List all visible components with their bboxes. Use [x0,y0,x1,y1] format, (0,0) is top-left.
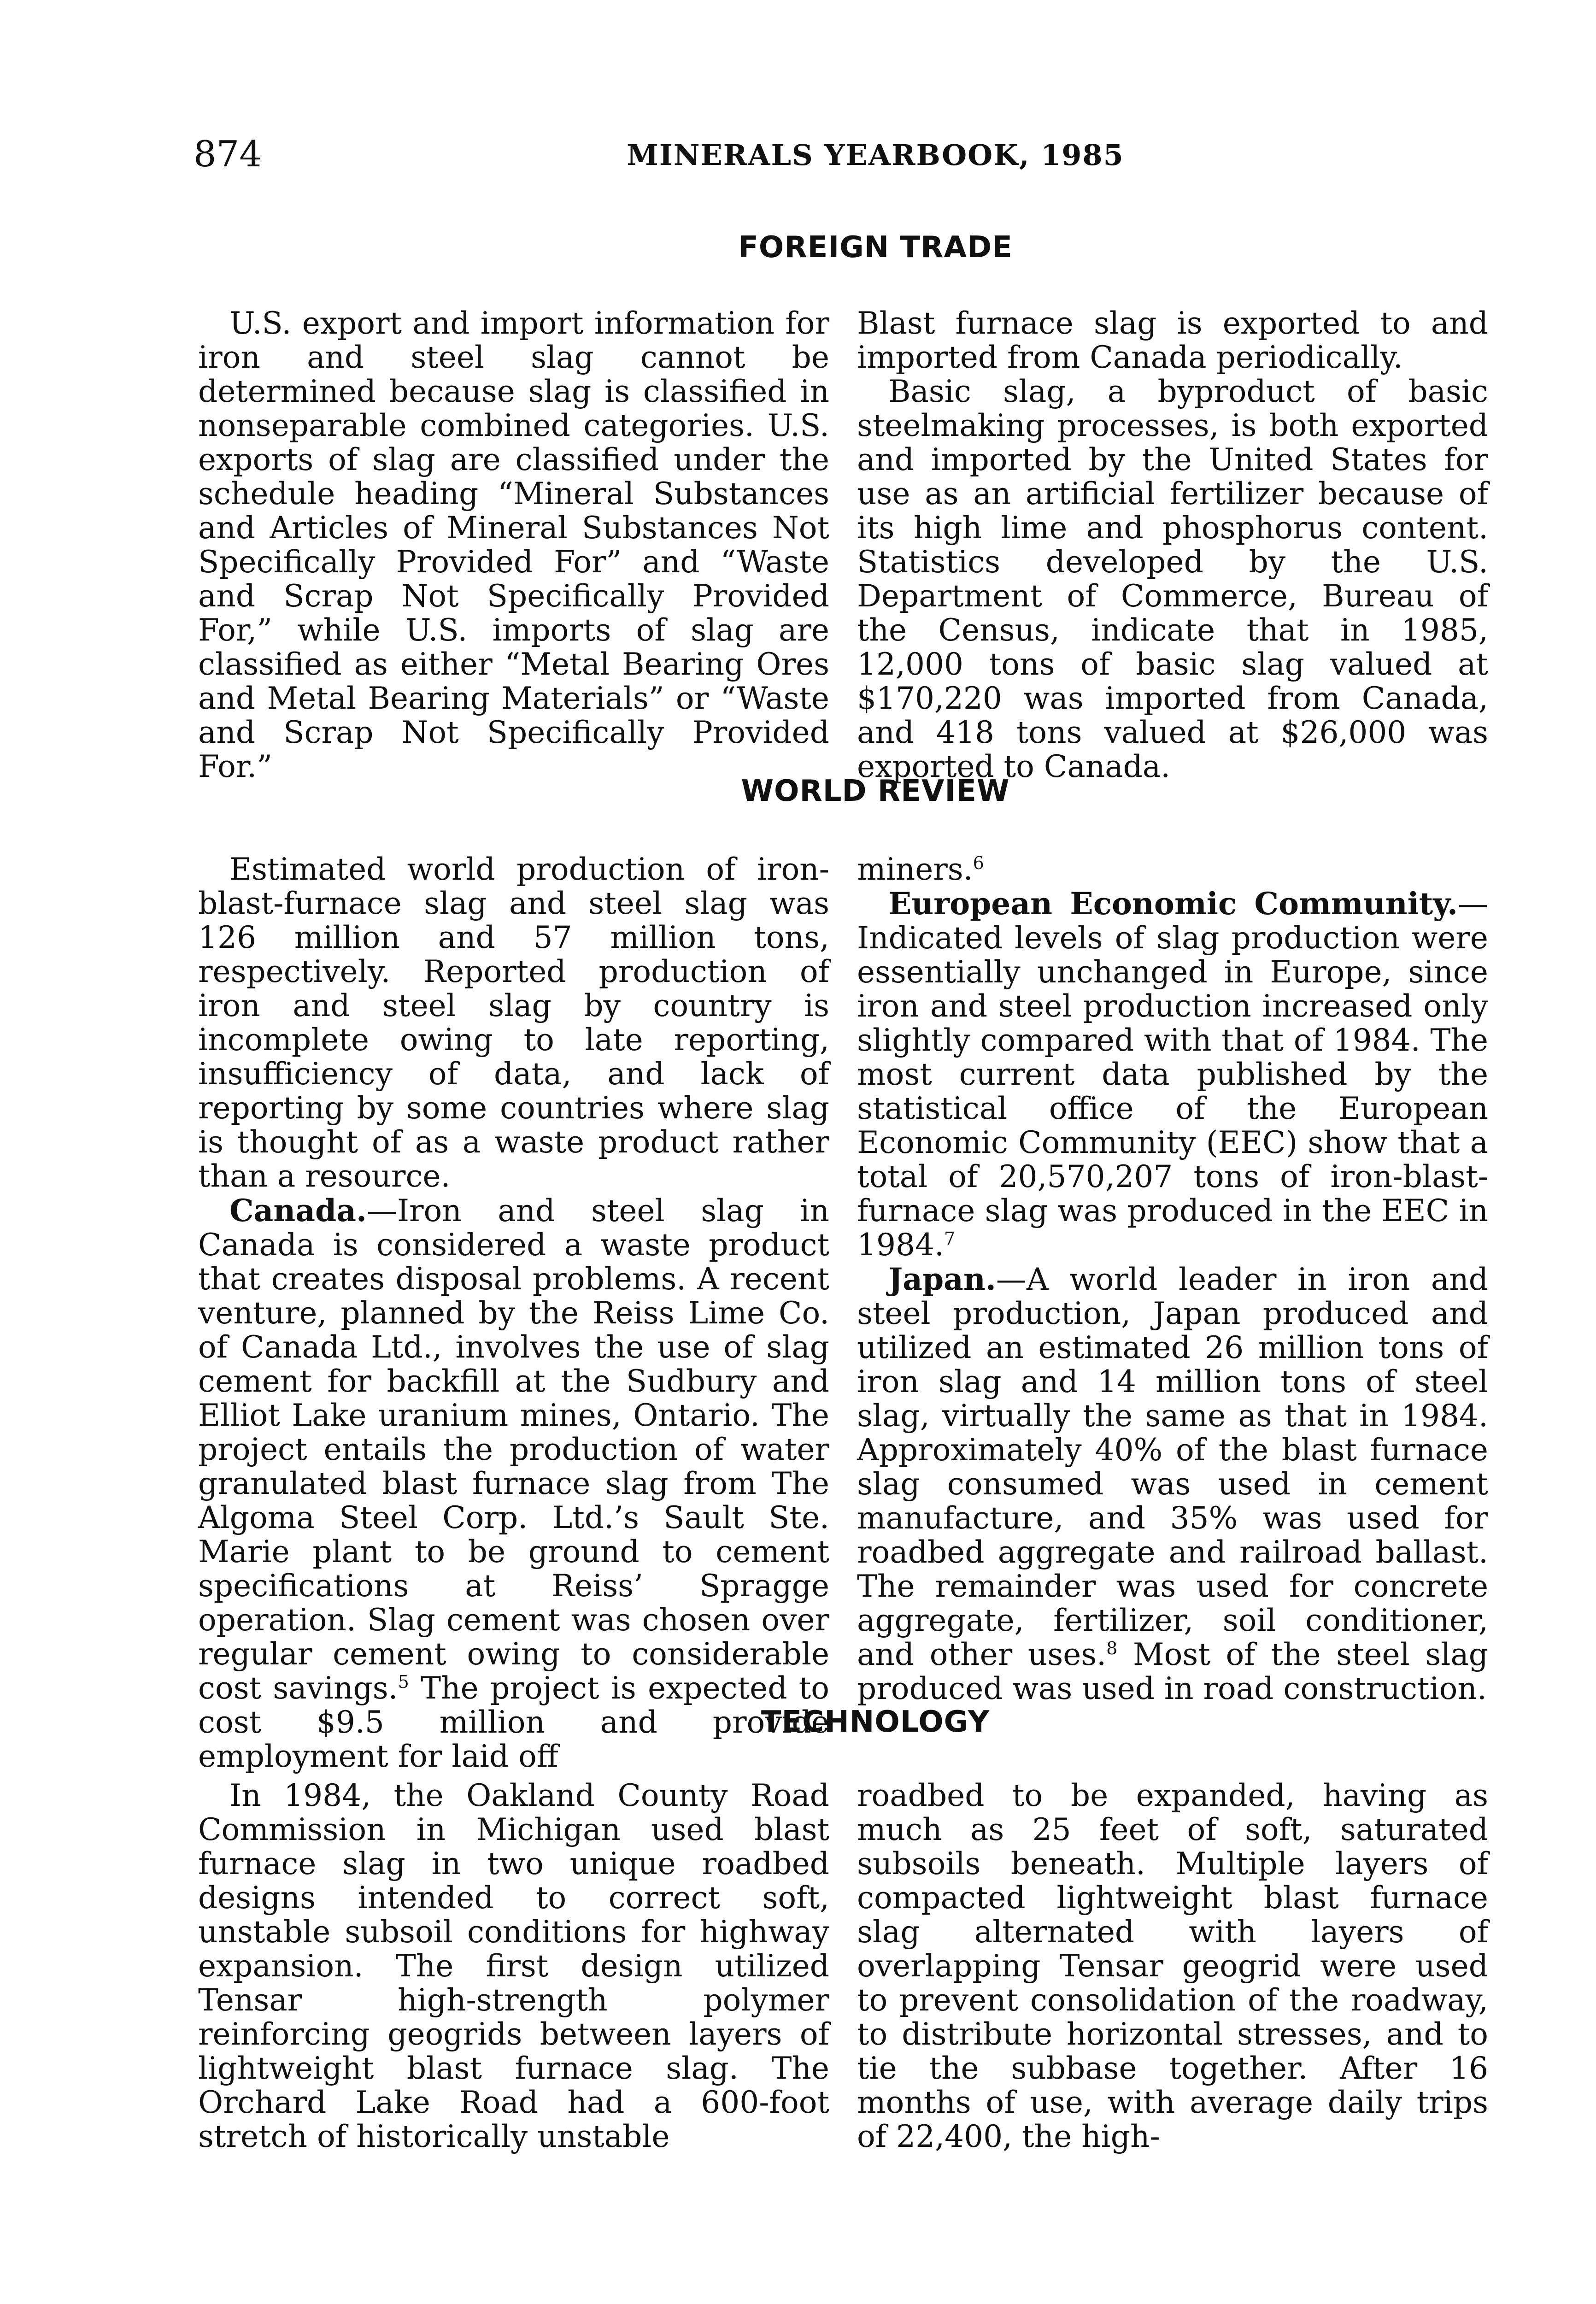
foreign-trade-paragraph: U.S. export and import information for iron and steel slag cannot be determined because slag is classified in nonseparable combined categories. U.S. exports of slag are classified under the schedule heading “Mineral Substances and Articles of Mineral Substances Not Specifically Provided For” and “Waste and Scrap Not Specifically Provided For,” while U.S. imports of slag are classified as either “Metal Bearing Ores and Metal Bearing Materials” or “Waste and Scrap Not Specifically Provided For.” [198,306,829,784]
canada-runin: Canada. [229,1193,367,1228]
japan-text: —A world leader in iron and steel production, Japan produced and utilized an estimated 26 million tons of iron slag and 14 million tons of steel slag, virtually the same as that in 1984. Approximately 40% of the blast furnace slag consumed was used in cement manufacture, and 35% was used for roadbed aggregate and railroad ballast. The remainder was used for concrete aggregate, fertilizer, soil conditioner, and other uses. [857,1262,1488,1672]
eec-paragraph [857,887,1488,1262]
heading-foreign-trade: FOREIGN TRADE [738,230,1013,264]
continuation-text: miners. [857,852,973,887]
technology-paragraph: In 1984, the Oakland County Road Commission in Michigan used blast furnace slag in two unique roadbed designs intended to correct soft, unstable subsoil conditions for highway expansion. The first design utilized Tensar high-strength polymer reinforcing geogrids between layers of lightweight blast furnace slag. The Orchard Lake Road had a 600-foot stretch of historically unstable [198,1778,829,2154]
page-number: 874 [194,134,262,175]
heading-world-review: WORLD REVIEW [741,774,1010,808]
technology-left-column [198,1779,829,2154]
foreign-trade-paragraph: Blast furnace slag is exported to and imported from Canada periodically. [857,306,1488,375]
running-head [194,134,1557,189]
canada-paragraph [198,1193,829,1774]
footnote-ref-5: 5 [398,1672,409,1692]
footnote-ref-7: 7 [944,1228,956,1249]
technology-right-column [857,1779,1488,2154]
canada-text-after: The project is expected to cost $9.5 million and provide employment for laid off [198,1670,829,1774]
footnote-ref-6: 6 [973,853,984,873]
foreign-trade-right-column [857,306,1488,784]
world-review-left-column [198,852,829,1774]
footnote-ref-8: 8 [1106,1638,1118,1658]
world-review-right-column [857,852,1488,1706]
foreign-trade-paragraph: Basic slag, a byproduct of basic steelmaking processes, is both exported and imported by the United States for use as an artificial fertilizer because of its high lime and phosphorus content. Statistics developed by the U.S. Department of Commerce, Bureau of the Census, indicate that in 1985, 12,000 tons of basic slag valued at $170,220 was imported from Canada, and 418 tons valued at $26,000 was exported to Canada. [857,374,1488,784]
japan-text-after: Most of the steel slag produced was used in road construction. [857,1637,1488,1706]
world-review-paragraph: Estimated world production of iron-blast-furnace slag and steel slag was 126 million and 57 million tons, respectively. Reported production of iron and steel slag by country is incomplete owing to late reporting, insufficiency of data, and lack of reporting by some countries where slag is thought of as a waste product rather than a resource. [198,852,829,1194]
running-title: MINERALS YEARBOOK, 1985 [627,138,1124,172]
canada-continuation [857,852,1488,887]
japan-runin: Japan. [888,1261,996,1297]
technology-paragraph: roadbed to be expanded, having as much as 25 feet of soft, saturated subsoils beneath. Multiple layers of compacted lightweight blast furnace slag alternated with layers of overlapping Tensar geogrid were used to prevent consolidation of the roadway, to distribute horizontal stresses, and to tie the subbase together. After 16 months of use, with average daily trips of 22,400, the high- [857,1778,1488,2154]
japan-paragraph [857,1262,1488,1706]
heading-technology: TECHNOLOGY [761,1705,990,1739]
canada-text: —Iron and steel slag in Canada is considered a waste product that creates disposal problems. A recent venture, planned by the Reiss Lime Co. of Canada Ltd., involves the use of slag cement for backfill at the Sudbury and Elliot Lake uranium mines, Ontario. The project entails the production of water granulated blast furnace slag from The Algoma Steel Corp. Ltd.’s Sault Ste. Marie plant to be ground to cement specifications at Reiss’ Spragge operation. Slag cement was chosen over regular cement owing to considerable cost savings. [198,1193,829,1706]
foreign-trade-left-column [198,306,829,784]
eec-text: —Indicated levels of slag production were essentially unchanged in Europe, since iron and steel production increased only slightly compared with that of 1984. The most current data published by the statistical office of the European Economic Community (EEC) show that a total of 20,570,207 tons of iron-blast-furnace slag was produced in the EEC in 1984. [857,886,1488,1263]
eec-runin: European Economic Community. [888,886,1458,922]
